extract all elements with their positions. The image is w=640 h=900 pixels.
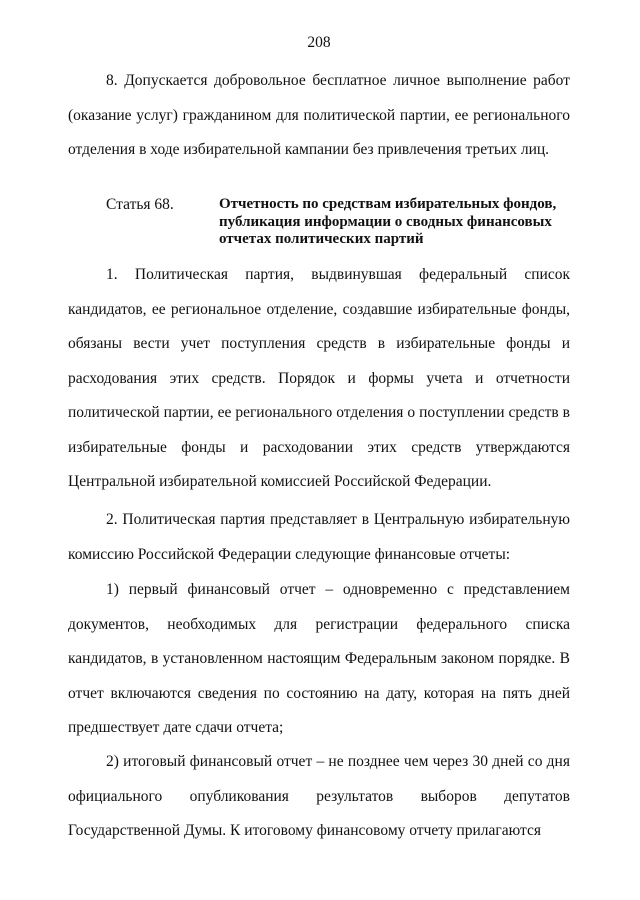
paragraph-1: 1. Политическая партия, выдвинувшая федеральный список кандидатов, ее региональное отделение, создавшие избирательные фонды, обязаны вести учет поступления средств в избирательные фонды и расходования этих средств. Порядок и формы учета и отчетности политической партии, ее регионального отделения о поступлении средств в избирательные фонды и расходовании этих средств утверждаются Центральной избирательной комиссией Российской Федерации. bbox=[68, 266, 570, 490]
page-number: 208 bbox=[307, 34, 331, 51]
list-item-1: 1) первый финансовый отчет – одновременно с представлением документов, необходимых для регистрации федерального списка кандидатов, в установленном настоящим Федеральным законом порядке. В отчет включаются сведения по состоянию на дату, которая на пять дней предшествует дате сдачи отчета; bbox=[68, 581, 570, 736]
article-heading bbox=[106, 196, 576, 249]
document-page bbox=[68, 0, 570, 900]
paragraph-8: 8. Допускается добровольное бесплатное личное выполнение работ (оказание услуг) гражданином для политической партии, ее регионального отделения в ходе избирательной кампании без привлечения третьих лиц. bbox=[68, 72, 570, 158]
article-title: Отчетность по средствам избирательных фондов, публикация информации о сводных финансовых отчетах политических партий bbox=[219, 196, 557, 247]
article-label: Статья 68. bbox=[106, 196, 174, 213]
paragraph-2: 2. Политическая партия представляет в Центральную избирательную комиссию Российской Федерации следующие финансовые отчеты: bbox=[68, 511, 570, 563]
list-item-2: 2) итоговый финансовый отчет – не позднее чем через 30 дней со дня официального опубликования результатов выборов депутатов Государственной Думы. К итоговому финансовому отчету прилагаются bbox=[68, 753, 570, 839]
